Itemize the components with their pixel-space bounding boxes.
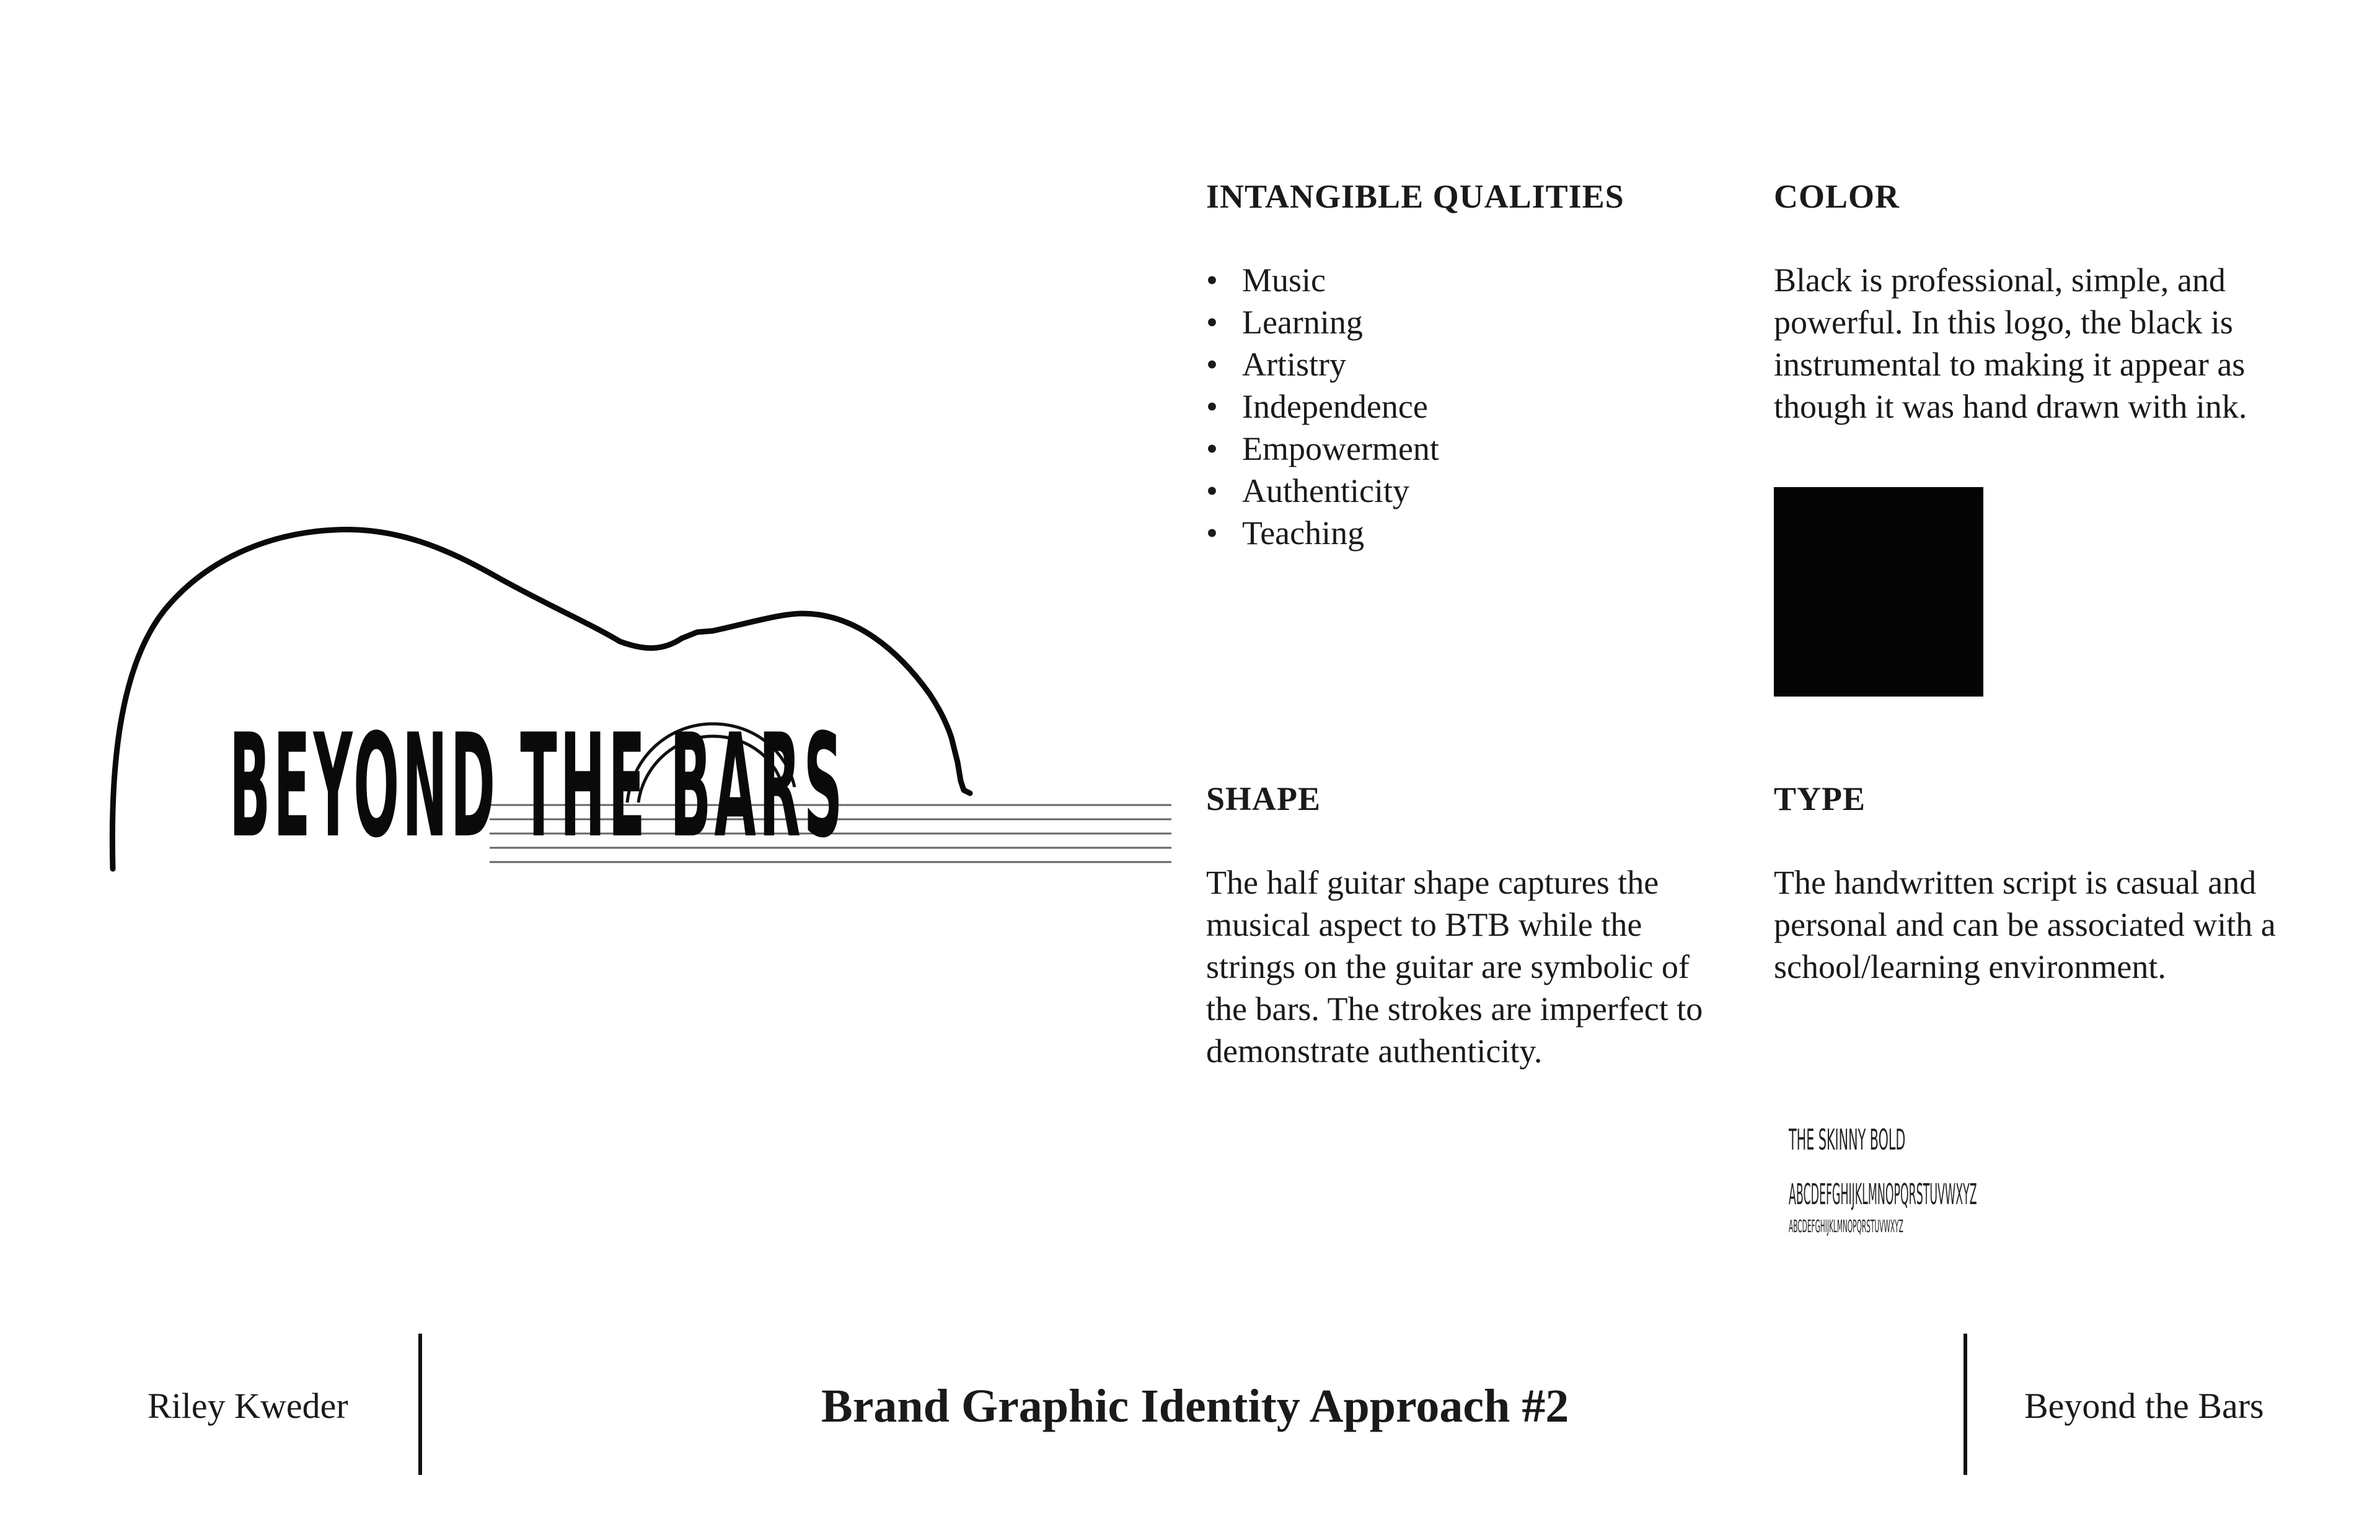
bullet-icon: • — [1206, 304, 1218, 341]
logo-wordmark: BEYOND THE BARS — [229, 704, 846, 869]
author-name: Riley Kweder — [148, 1386, 348, 1426]
list-item: • Independence — [1206, 385, 1439, 428]
page-title: Brand Graphic Identity Approach #2 — [821, 1380, 1569, 1432]
color-swatch — [1774, 487, 1983, 697]
typeface-alphabet-large: ABCDEFGHIJKLMNOPQRSTUVWXYZ — [1789, 1177, 1977, 1211]
bullet-icon: • — [1206, 472, 1218, 509]
footer-divider — [1963, 1334, 1967, 1475]
shape-description: The half guitar shape captures the musical aspect to BTB while the strings on the guitar are symbolic of the bars. The strokes are imperfect to demonstrate authenticity. — [1206, 864, 1703, 1070]
color-description: Black is professional, simple, and powerful. In this logo, the black is instrumental to making it appear as though it was hand drawn with ink. — [1774, 262, 2247, 425]
type-heading: TYPE — [1774, 780, 1866, 817]
list-item: • Learning — [1206, 301, 1439, 343]
list-item: • Teaching — [1206, 512, 1439, 554]
type-description: The handwritten script is casual and personal and can be associated with a school/learning environment. — [1774, 864, 2276, 985]
footer-divider — [418, 1334, 422, 1475]
typeface-alphabet-small: ABCDEFGHIJKLMNOPQRSTUVWXYZ — [1789, 1216, 1903, 1236]
brand-name: Beyond the Bars — [2024, 1386, 2264, 1426]
list-item: • Artistry — [1206, 343, 1439, 385]
bullet-icon: • — [1206, 346, 1218, 383]
intangible-qualities-list — [1206, 259, 1439, 554]
intangible-qualities-heading: INTANGIBLE QUALITIES — [1206, 178, 1624, 215]
bullet-icon: • — [1206, 388, 1218, 425]
list-item: • Music — [1206, 259, 1439, 301]
list-item: • Empowerment — [1206, 428, 1439, 470]
color-heading: COLOR — [1774, 178, 1900, 215]
bullet-icon: • — [1206, 430, 1218, 467]
brand-logo — [0, 0, 1178, 930]
shape-heading: SHAPE — [1206, 780, 1321, 817]
bullet-icon: • — [1206, 514, 1218, 552]
list-item: • Authenticity — [1206, 470, 1439, 512]
typeface-name: THE SKINNY BOLD — [1789, 1123, 1906, 1156]
bullet-icon: • — [1206, 262, 1218, 299]
